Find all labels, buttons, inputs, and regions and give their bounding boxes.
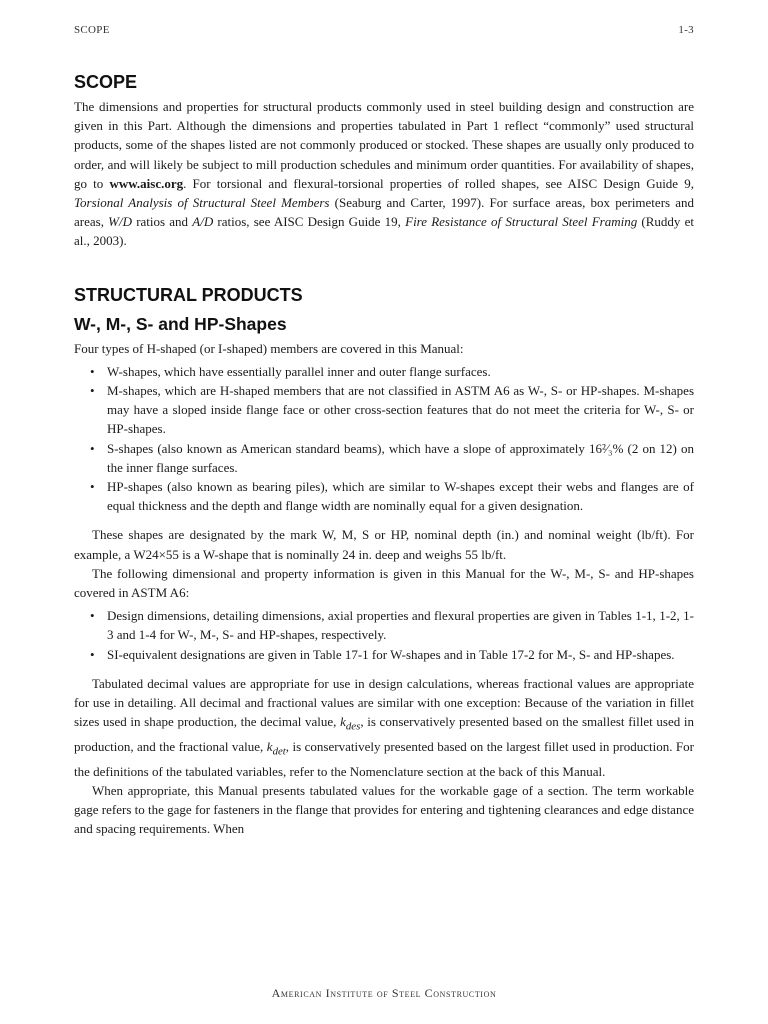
property-info-paragraph: The following dimensional and property information is given in this Manual for the W-, M-, S- and HP-shapes covered in ASTM A6:	[74, 565, 694, 601]
k-det-symbol: k	[266, 739, 273, 755]
workable-gage-paragraph: When appropriate, this Manual presents tabulated values for the workable gage of a section. The term workable gage refers to the gage for fasteners in the flange that provides for entering and tightening clearances and edge distance and spacing requirements. When	[74, 783, 694, 837]
k-des-subscript: des	[345, 720, 361, 733]
ad-ratio-label: A/D	[192, 214, 214, 230]
list-item-hp-shapes: • HP-shapes (also known as bearing piles), which are similar to W-shapes except their webs and flanges are of equal thickness and the depth and flange width are nominally equal for a given designation.	[90, 477, 694, 515]
decimal-text-1: Tabulated decimal values are appropriate for use in design calculations, whereas fractional values are appropriate for use in detailing. All decimal and fractional values are similar with one exception: Because of the variation in fillet sizes used in shape production, the decimal value,	[74, 675, 694, 730]
decimal-values-paragraph	[74, 674, 694, 781]
scope-text-1: The dimensions and properties for structural products commonly used in steel building design and construction are given in this Part. Although the dimensions and properties tabulated in Part 1 reflect “commonly” used structural products, some of the shapes listed are not commonly produced or stocked. These shapes are usually only produced to order, and will likely be subject to mill production schedules and minimum order quantities. For availability of shapes, go to	[74, 99, 694, 191]
running-header	[74, 24, 694, 36]
aisc-website-link[interactable]: www.aisc.org	[109, 175, 184, 191]
decimal-text-3: , is conservatively presented based on the largest fillet used in production. For the definitions of the tabulated variables, refer to the Nomenclature section at the back of this Manual.	[74, 739, 694, 779]
shapes-intro: Four types of H-shaped (or I-shaped) members are covered in this Manual:	[74, 340, 464, 356]
scope-paragraph	[74, 97, 694, 251]
scope-heading: SCOPE	[74, 72, 138, 92]
scope-text-5: ratios, see AISC Design Guide 19,	[213, 214, 406, 230]
design-guide-19-title: Fire Resistance of Structural Steel Framing	[405, 214, 638, 230]
header-section-name: SCOPE	[74, 24, 110, 36]
list-item-design-dimensions: • Design dimensions, detailing dimensions, axial properties and flexural properties are given in Tables 1-1, 1-2, 1-3 and 1-4 for W-, M-, S- and HP-shapes, respectively.	[90, 606, 694, 644]
wd-ratio-label: W/D	[108, 214, 132, 230]
structural-products-heading: STRUCTURAL PRODUCTS	[74, 284, 303, 305]
list-item-s-shapes: • S-shapes (also known as American standard beams), which have a slope of approximately 16²⁄₃% (2 on 12) on the inner flange surfaces.	[90, 439, 694, 477]
k-det-subscript: det	[272, 745, 286, 758]
header-page-number: 1-3	[678, 24, 694, 36]
property-info-list	[74, 606, 694, 664]
k-des-symbol: k	[340, 714, 346, 730]
list-item-w-shapes: • W-shapes, which have essentially parallel inner and outer flange surfaces.	[90, 362, 694, 381]
designation-paragraph: These shapes are designated by the mark W, M, S or HP, nominal depth (in.) and nominal weight (lb/ft). For example, a W24×55 is a W-shape that is nominally 24 in. deep and weighs 55 lb/ft.	[74, 527, 694, 562]
scope-text-6: (Ruddy et al., 2003).	[74, 214, 695, 249]
shape-types-list	[74, 362, 694, 516]
list-item-m-shapes: • M-shapes, which are H-shaped members that are not classified in ASTM A6 as W-, S- or HP-shapes. M-shapes may have a sloped inside flange face or other cross-section features that do not meet the criteria for W-, S- or HP-shapes.	[90, 381, 694, 439]
scope-text-2: . For torsional and flexural-torsional properties of rolled shapes, see AISC Design Guide 9,	[183, 175, 694, 191]
scope-text-4: ratios and	[132, 214, 193, 230]
design-guide-9-title: Torsional Analysis of Structural Steel Members	[74, 195, 330, 211]
shapes-subheading: W-, M-, S- and HP-Shapes	[74, 313, 287, 334]
scope-text-3: (Seaburg and Carter, 1997). For surface areas, box perimeters and areas,	[74, 195, 695, 230]
page-footer: American Institute of Steel Construction	[271, 986, 497, 1000]
list-item-si-designations: • SI-equivalent designations are given in Table 17-1 for W-shapes and in Table 17-2 for M-, S- and HP-shapes.	[90, 645, 694, 664]
decimal-text-2: , is conservatively presented based on the smallest fillet used in production, and the fractional value,	[74, 714, 695, 755]
page-body	[74, 72, 694, 839]
